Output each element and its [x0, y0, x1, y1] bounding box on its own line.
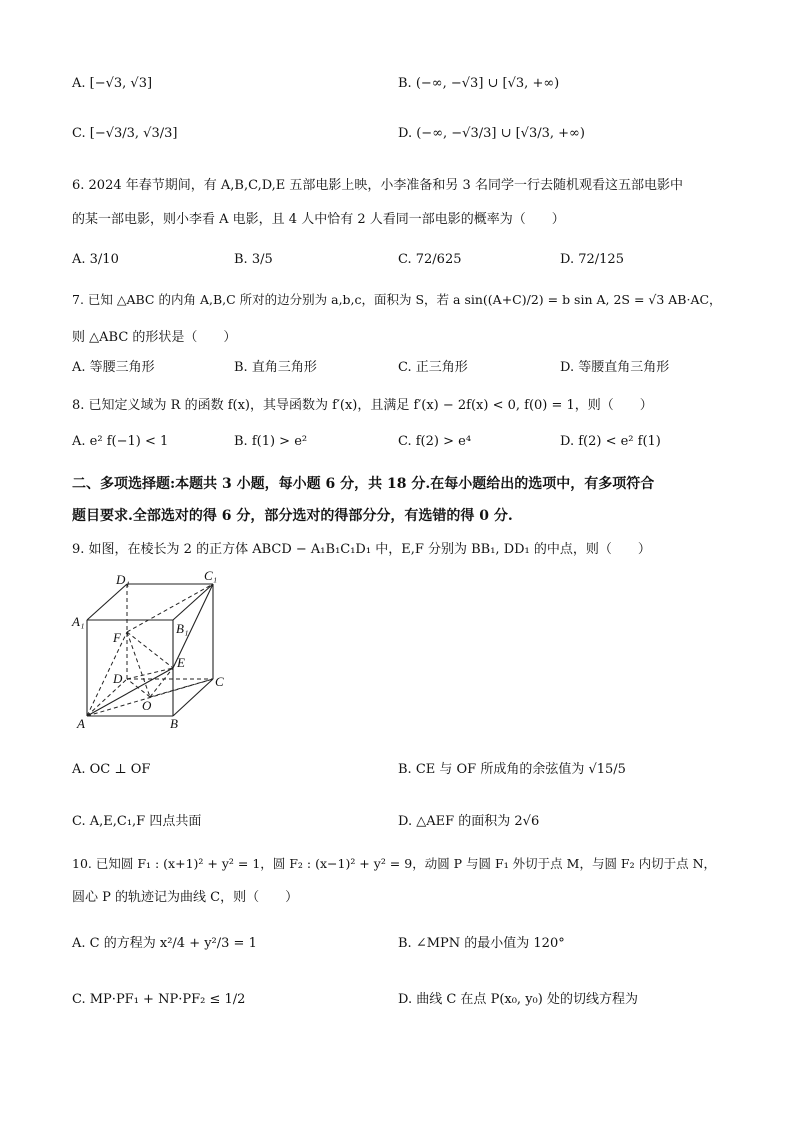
edge-d1a1 [87, 584, 127, 620]
q10-stem-line2: 圆心 P 的轨迹记为曲线 C，则（ ） [72, 890, 299, 905]
q7-stem-line2: 则 △ABC 的形状是（ ） [72, 330, 237, 345]
q8-option-a: A. e² f(−1) < 1 [72, 434, 169, 449]
label-c1: C₁ [204, 568, 218, 583]
segment-ae [87, 668, 173, 716]
cube-figure [70, 568, 240, 736]
section2-heading-line2: 题目要求.全部选对的得 6 分，部分选对的得部分分，有选错的得 0 分. [72, 508, 513, 524]
q5-option-d: D. (−∞, −√3/3] ∪ [√3/3, +∞) [398, 126, 585, 141]
segment-de [127, 668, 173, 679]
q7-option-b: B. 直角三角形 [234, 360, 317, 375]
q7-option-d: D. 等腰直角三角形 [560, 360, 670, 375]
edge-b1c1 [173, 584, 213, 620]
q5-option-a: A. [−√3, √3] [72, 76, 153, 91]
q6-option-d: D. 72/125 [560, 252, 624, 267]
label-o: O [142, 698, 152, 713]
label-d: D [113, 671, 123, 686]
q5-option-b: B. (−∞, −√3] ∪ [√3, +∞) [398, 76, 560, 91]
segment-oe [150, 668, 173, 697]
q10-option-a: A. C 的方程为 x²/4 + y²/3 = 1 [72, 936, 257, 951]
q10-option-d: D. 曲线 C 在点 P(x₀, y₀) 处的切线方程为 [398, 992, 638, 1007]
label-c: C [215, 674, 224, 689]
q6-option-a: A. 3/10 [72, 252, 119, 267]
q9-option-c: C. A,E,C₁,F 四点共面 [72, 814, 202, 829]
section2-heading-line1: 二、多项选择题:本题共 3 小题，每小题 6 分，共 18 分.在每小题给出的选项中，有多项符合 [72, 476, 655, 492]
q6-stem-line2: 的某一部电影，则小李看 A 电影，且 4 人中恰有 2 人看同一部电影的概率为（ ） [72, 212, 565, 227]
q9-stem: 9. 如图，在棱长为 2 的正方体 ABCD − A₁B₁C₁D₁ 中，E,F 分别为 BB₁, DD₁ 的中点，则（ ） [72, 542, 651, 557]
q8-option-c: C. f(2) > e⁴ [398, 434, 472, 449]
q7-stem-line1: 7. 已知 △ABC 的内角 A,B,C 所对的边分别为 a,b,c，面积为 S，若 a sin((A+C)/2) = b sin A, 2S = √3 AB·AC， [72, 292, 722, 307]
q10-stem-line1: 10. 已知圆 F₁ : (x+1)² + y² = 1，圆 F₂ : (x−1)² + y² = 9，动圆 P 与圆 F₁ 外切于点 M，与圆 F₂ 内切于点 N， [72, 856, 717, 871]
q8-option-b: B. f(1) > e² [234, 434, 308, 449]
q6-option-b: B. 3/5 [234, 252, 273, 267]
q7-option-c: C. 正三角形 [398, 360, 468, 375]
q9-option-a: A. OC ⊥ OF [72, 762, 151, 777]
label-a: A [77, 716, 85, 731]
q10-option-c: C. MP·PF₁ + NP·PF₂ ≤ 1/2 [72, 992, 246, 1007]
label-b: B [170, 716, 178, 731]
segment-fe [127, 632, 173, 668]
label-b1: B₁ [176, 621, 189, 636]
q9-option-d: D. △AEF 的面积为 2√6 [398, 814, 540, 829]
q9-option-b: B. CE 与 OF 所成角的余弦值为 √15/5 [398, 762, 626, 777]
label-f: F [113, 630, 121, 645]
q7-option-a: A. 等腰三角形 [72, 360, 155, 375]
segment-fc1 [127, 584, 213, 632]
q8-option-d: D. f(2) < e² f(1) [560, 434, 661, 449]
q10-option-b: B. ∠MPN 的最小值为 120° [398, 936, 565, 951]
label-d1: D₁ [116, 572, 130, 587]
label-a1: A₁ [72, 614, 85, 629]
q5-option-c: C. [−√3/3, √3/3] [72, 126, 178, 141]
label-e: E [177, 655, 185, 670]
q6-option-c: C. 72/625 [398, 252, 462, 267]
q8-stem: 8. 已知定义域为 R 的函数 f(x)，其导函数为 f′(x)，且满足 f′(x) − 2f(x) < 0, f(0) = 1，则（ ） [72, 398, 653, 413]
q6-stem-line1: 6. 2024 年春节期间，有 A,B,C,D,E 五部电影上映，小李准备和另 3 名同学一行去随机观看这五部电影中 [72, 178, 683, 193]
